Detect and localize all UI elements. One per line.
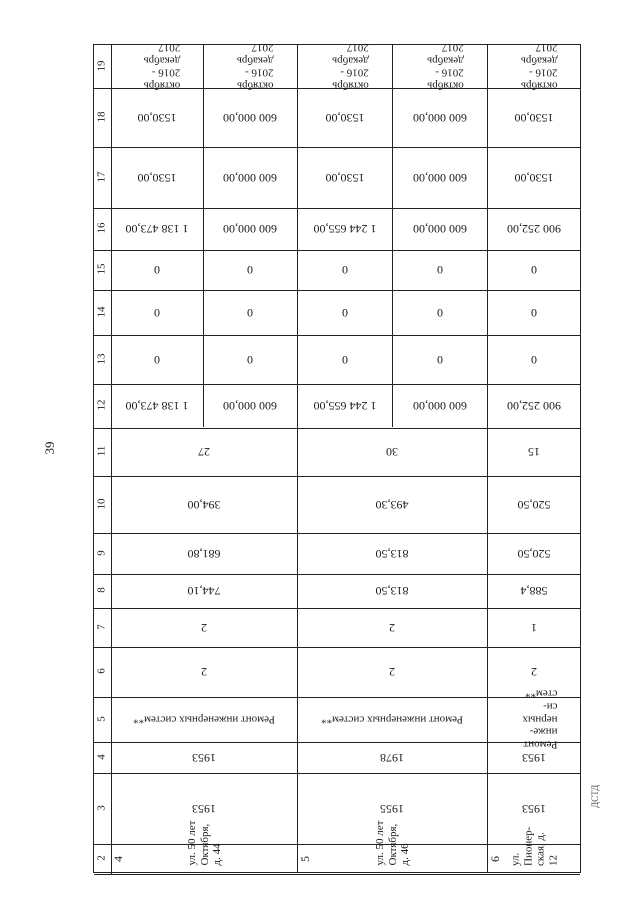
column-number-14-text: 14 — [95, 306, 108, 317]
row-5-col-5 — [297, 696, 487, 741]
column-number-8 — [93, 573, 110, 607]
row-6-col-7-text: 1 — [531, 620, 537, 635]
row-6-col-12 — [487, 383, 581, 427]
row-5-col-15-text: 0 — [341, 262, 348, 277]
column-number-5-text: 5 — [95, 715, 108, 722]
row-4-col-17-b — [203, 146, 297, 207]
row-4-col-9 — [110, 532, 297, 573]
row-6-col-13 — [487, 334, 581, 383]
row-4-col-13-text: 0 — [153, 352, 160, 367]
row-5-col-19-text: октябрь 2016 - декабрь 2017 — [331, 40, 369, 91]
row-5-col-12-text: 1 244 655,00 — [313, 398, 376, 413]
row-5-col-18 — [297, 87, 392, 146]
column-number-4 — [93, 741, 110, 772]
column-number-19-text: 19 — [95, 60, 108, 71]
row-4-col-5 — [110, 696, 297, 741]
row-5-col-18-b-text: 600 000,00 — [412, 110, 467, 125]
row-6-col-18 — [487, 87, 581, 146]
row-5-col-16 — [297, 207, 392, 249]
column-number-12 — [93, 383, 110, 427]
row-5-col-3 — [297, 772, 487, 843]
row-5-col-16-text: 1 244 655,00 — [313, 221, 376, 236]
row-4-col-8 — [110, 573, 297, 607]
row-5-col-6 — [297, 646, 487, 696]
row-6-col-15-text: 0 — [531, 262, 537, 277]
row-4-col-15-b-text: 0 — [247, 262, 253, 277]
row-4-col-12-text: 1 138 473,00 — [125, 398, 188, 413]
row-4-col-4-text: 1953 — [191, 750, 216, 765]
row-4-col-16-b — [203, 207, 297, 249]
column-number-5 — [93, 696, 110, 741]
row-5-col-19-b — [392, 40, 487, 91]
row-6-col-15 — [487, 249, 581, 289]
row-5-col-3-text: 1955 — [380, 801, 404, 816]
row-4-col-6 — [110, 646, 297, 696]
row-5-col-18-text: 1530,00 — [325, 110, 364, 125]
row-4-col-19-text: октябрь 2016 - декабрь 2017 — [143, 40, 180, 91]
band-divider — [94, 874, 580, 875]
row-6-col-10 — [487, 475, 581, 532]
row-4-col-15-b — [203, 249, 297, 289]
row-5-col-12-b-text: 600 000,00 — [412, 398, 467, 413]
row-6-col-14 — [487, 289, 581, 334]
row-5-col-11-text: 30 — [386, 444, 398, 459]
row-5-col-9 — [297, 532, 487, 573]
column-number-10-text: 10 — [95, 498, 108, 509]
column-number-3 — [93, 772, 110, 843]
column-number-16-text: 16 — [95, 222, 108, 234]
column-number-18-text: 18 — [95, 111, 108, 122]
row-5-col-12 — [297, 383, 392, 427]
row-6-col-3 — [487, 772, 581, 843]
column-number-14 — [93, 289, 110, 334]
row-5-col-4-text: 1978 — [380, 750, 404, 765]
row-4-col-3 — [110, 772, 297, 843]
column-number-12-text: 12 — [95, 399, 108, 411]
column-number-17 — [93, 146, 110, 207]
row-4-col-17-b-text: 600 000,00 — [223, 170, 277, 185]
row-4-col-17-text: 1530,00 — [137, 170, 176, 185]
row-5-col-19 — [297, 40, 392, 91]
row-4-address-text: ул. 50 лет Октября, д. 44 — [185, 820, 223, 866]
row-4-col-7 — [110, 607, 297, 646]
row-6-col-11 — [487, 427, 581, 475]
row-divider — [297, 44, 298, 873]
row-5-col-13 — [297, 334, 392, 383]
row-4-col-13-b — [203, 334, 297, 383]
column-number-13-text: 13 — [95, 353, 108, 364]
row-6-col-4-text: 1953 — [522, 750, 546, 765]
row-5-col-16-b — [392, 207, 487, 249]
row-4-col-18-b — [203, 87, 297, 146]
row-5-col-15 — [297, 249, 392, 289]
row-4-col-14 — [110, 289, 203, 334]
row-5-col-7-text: 2 — [389, 620, 395, 635]
row-4-col-14-b — [203, 289, 297, 334]
row-6-col-16 — [487, 207, 581, 249]
sub-row-divider — [392, 44, 393, 427]
row-4-col-3-text: 1953 — [191, 801, 216, 816]
row-6-number-text: 6 — [488, 856, 503, 862]
row-5-col-13-text: 0 — [341, 352, 348, 367]
row-4-col-18 — [110, 87, 203, 146]
row-5-col-7 — [297, 607, 487, 646]
row-6-col-19-text: октябрь 2016 - декабрь 2017 — [520, 40, 558, 91]
column-number-6 — [93, 646, 110, 696]
row-5-col-10 — [297, 475, 487, 532]
row-6-col-8-text: 588,4 — [520, 583, 548, 598]
row-4-col-8-text: 744,10 — [187, 583, 220, 598]
row-6-col-9-text: 520,50 — [517, 546, 551, 561]
row-4-col-11 — [110, 427, 297, 475]
column-number-2 — [93, 843, 110, 873]
row-5-col-14-b — [392, 289, 487, 334]
column-number-13 — [93, 334, 110, 383]
row-4-col-4 — [110, 741, 297, 772]
row-5-number-text: 5 — [298, 856, 313, 862]
column-number-9-text: 9 — [95, 549, 108, 556]
row-6-col-6-text: 2 — [531, 664, 537, 679]
row-4-col-10-text: 394,00 — [187, 497, 220, 512]
row-6-col-9 — [487, 532, 581, 573]
row-5-col-19-b-text: октябрь 2016 - декабрь 2017 — [426, 40, 464, 91]
row-4-col-15 — [110, 249, 203, 289]
row-5-col-4 — [297, 741, 487, 772]
row-5-col-16-b-text: 600 000,00 — [412, 221, 467, 236]
row-6-col-7 — [487, 607, 581, 646]
column-number-7-text: 7 — [95, 623, 108, 630]
row-4-col-13-b-text: 0 — [247, 352, 253, 367]
row-4-col-6-text: 2 — [200, 664, 207, 679]
row-5-col-18-b — [392, 87, 487, 146]
row-4-col-19-b — [203, 40, 297, 91]
row-6-col-17-text: 1530,00 — [514, 170, 554, 185]
row-4-number-text: 4 — [111, 856, 126, 862]
column-number-16 — [93, 207, 110, 249]
row-6-col-10-text: 520,50 — [517, 497, 551, 512]
row-5-col-8-text: 813,50 — [375, 583, 409, 598]
band-divider — [94, 844, 580, 845]
row-6-col-13-text: 0 — [531, 352, 537, 367]
row-5-col-17-b-text: 600 000,00 — [412, 170, 467, 185]
row-4-col-10 — [110, 475, 297, 532]
column-number-15 — [93, 249, 110, 289]
row-4-col-16-b-text: 600 000,00 — [223, 221, 277, 236]
column-number-7 — [93, 607, 110, 646]
row-5-col-17 — [297, 146, 392, 207]
column-number-9 — [93, 532, 110, 573]
row-4-col-11-text: 27 — [197, 444, 210, 459]
row-4-col-18-text: 1530,00 — [137, 110, 176, 125]
column-number-10 — [93, 475, 110, 532]
row-4-col-18-b-text: 600 000,00 — [223, 110, 277, 125]
row-4-col-12-b — [203, 383, 297, 427]
row-6-col-6 — [487, 646, 581, 696]
row-5-col-15-b-text: 0 — [436, 262, 443, 277]
row-6-col-19 — [487, 40, 581, 91]
row-4-col-19-b-text: октябрь 2016 - декабрь 2017 — [236, 40, 274, 91]
row-4-col-9-text: 681,80 — [187, 546, 220, 561]
row-4-col-16-text: 1 138 473,00 — [125, 221, 188, 236]
row-5-col-8 — [297, 573, 487, 607]
row-5-col-5-text: Ремонт инженерных систем** — [321, 712, 463, 725]
row-4-col-19 — [110, 40, 203, 91]
row-6-address-text: ул. Пионер- ская, д. 12 — [509, 826, 560, 866]
row-5-col-13-b-text: 0 — [436, 352, 443, 367]
row-5-col-11 — [297, 427, 487, 475]
row-6-number — [487, 845, 505, 873]
page-number: 39 — [42, 441, 57, 455]
row-4-number — [110, 845, 128, 873]
row-5-col-10-text: 493,30 — [375, 497, 409, 512]
row-5-col-14-b-text: 0 — [436, 305, 443, 320]
row-divider — [487, 44, 488, 873]
row-5-col-13-b — [392, 334, 487, 383]
column-number-3-text: 3 — [95, 804, 108, 811]
row-5-col-14 — [297, 289, 392, 334]
row-6-col-14-text: 0 — [531, 305, 537, 320]
row-6-col-5-text: Ремонт инже- нерных си- стем** — [522, 687, 558, 751]
row-4-col-5-text: Ремонт инженерных систем** — [132, 712, 275, 725]
column-number-17-text: 17 — [95, 171, 108, 182]
row-4-col-12 — [110, 383, 203, 427]
row-6-col-12-text: 900 252,00 — [507, 398, 561, 413]
row-5-col-6-text: 2 — [389, 664, 395, 679]
row-4-col-17 — [110, 146, 203, 207]
row-6-col-17 — [487, 146, 581, 207]
row-5-col-12-b — [392, 383, 487, 427]
row-5-col-9-text: 813,50 — [375, 546, 409, 561]
column-number-19 — [93, 44, 110, 87]
row-4-col-13 — [110, 334, 203, 383]
row-5-number — [297, 845, 315, 873]
column-number-2-text: 2 — [95, 855, 108, 861]
column-number-15-text: 15 — [95, 263, 108, 275]
row-5-col-15-b — [392, 249, 487, 289]
row-4-col-16 — [110, 207, 203, 249]
row-6-col-16-text: 900 252,00 — [507, 221, 561, 236]
column-number-11-text: 11 — [95, 445, 108, 457]
column-number-18 — [93, 87, 110, 146]
sub-row-divider — [203, 44, 204, 427]
footer-mark: ДСТД — [590, 784, 600, 808]
row-6-col-11-text: 15 — [528, 444, 540, 459]
row-4-col-12-b-text: 600 000,00 — [223, 398, 277, 413]
row-5-col-17-b — [392, 146, 487, 207]
row-4-col-14-text: 0 — [153, 305, 160, 320]
row-4-col-14-b-text: 0 — [247, 305, 253, 320]
row-6-col-5 — [487, 687, 581, 751]
row-5-col-17-text: 1530,00 — [325, 170, 364, 185]
row-6-col-3-text: 1953 — [522, 801, 546, 816]
row-4-col-7-text: 2 — [200, 620, 207, 635]
column-number-4-text: 4 — [95, 753, 108, 760]
row-6-col-18-text: 1530,00 — [514, 110, 554, 125]
column-number-8-text: 8 — [95, 587, 108, 593]
row-6-col-8 — [487, 573, 581, 607]
column-number-11 — [93, 427, 110, 475]
row-5-col-14-text: 0 — [341, 305, 348, 320]
column-number-6-text: 6 — [95, 668, 108, 674]
row-5-address-text: ул. 50 лет Октября, д. 46 — [374, 820, 412, 866]
row-4-col-15-text: 0 — [153, 262, 160, 277]
